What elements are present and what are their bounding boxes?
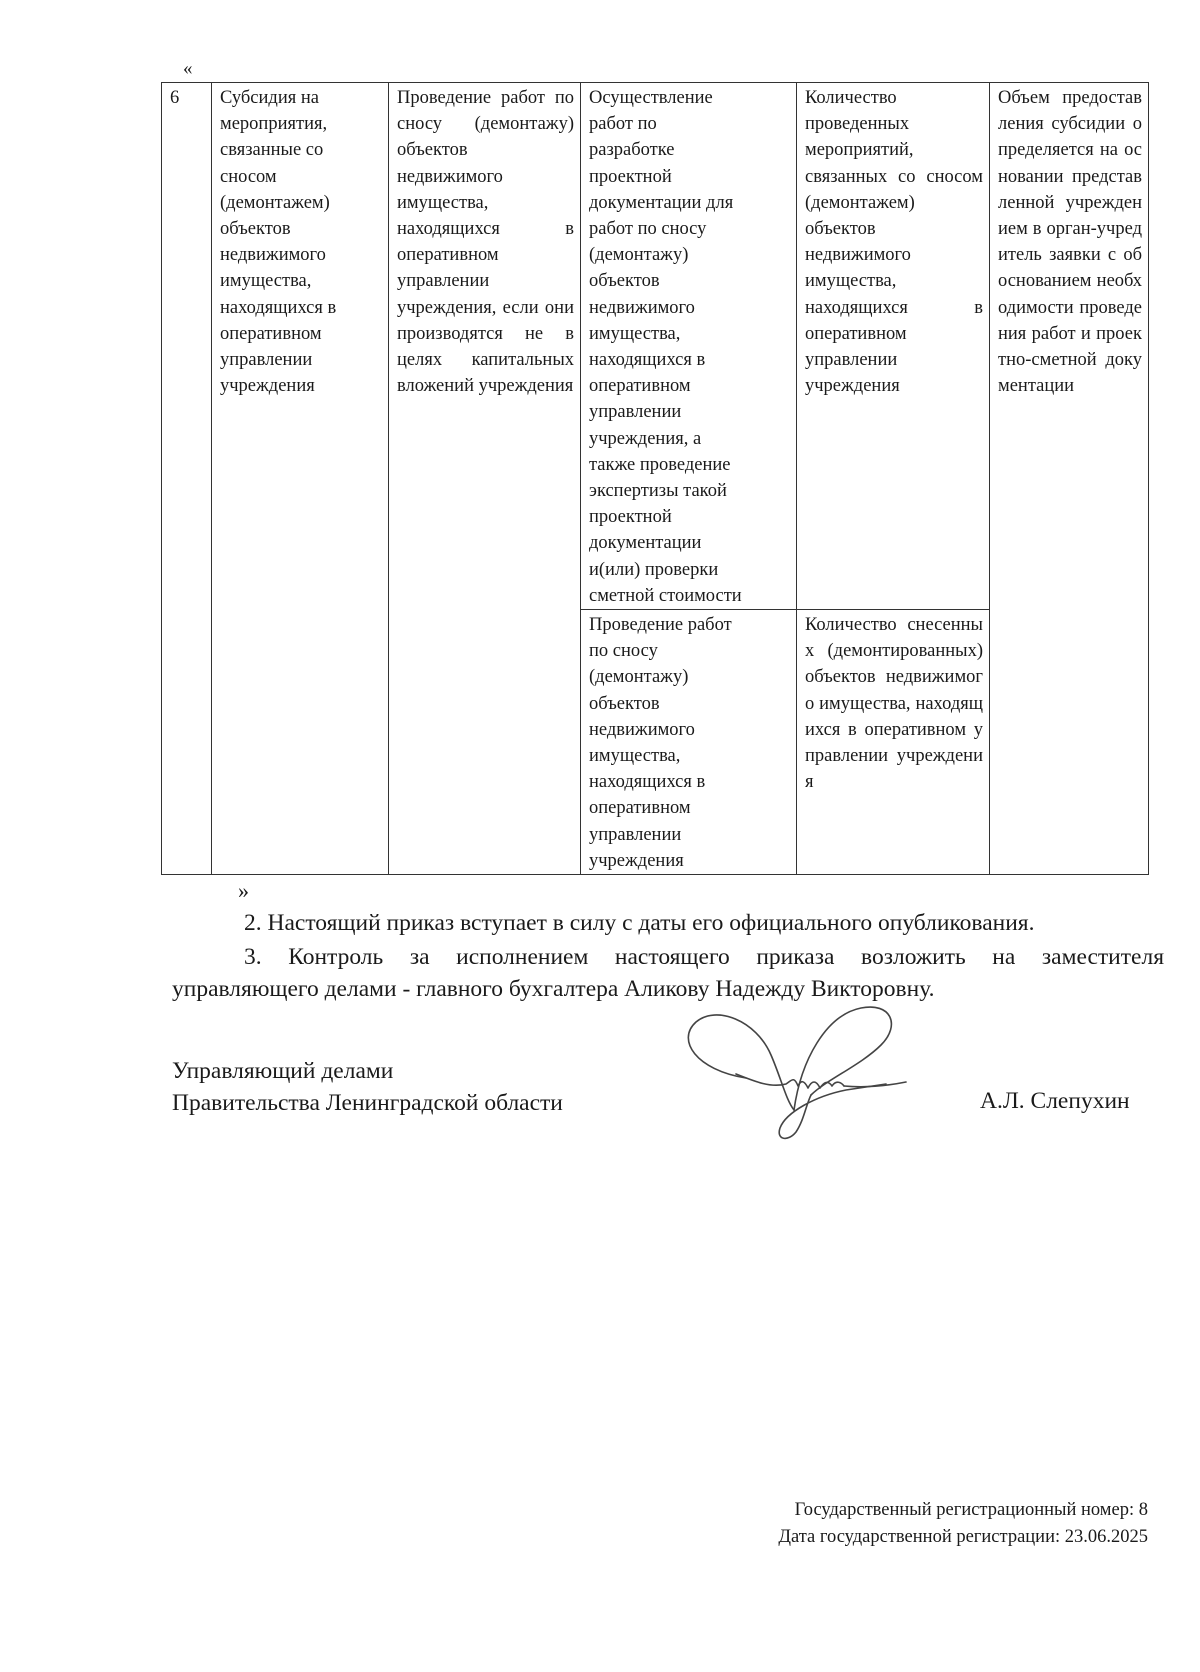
activity-cell-1: Осуществление работ по разработке проектной документации для работ по сносу (демонтажу) объектов недвижимого имущества, находящихся в оперативном управлении учреждения, а также проведение экспертизы такой проектной документации и(или) проверки сметной стоимости	[581, 83, 797, 610]
registration-info	[778, 1497, 1148, 1551]
signatory-position-line-2: Правительства Ленинградской области	[172, 1090, 563, 1116]
subsidy-table	[161, 82, 1149, 875]
activity-cell-2: Проведение работ по сносу (демонтажу) объектов недвижимого имущества, находящихся в оперативном управлении учреждения	[581, 610, 797, 875]
paragraph-3-line-1: 3. Контроль за исполнением настоящего приказа возложить на заместителя	[244, 944, 1164, 970]
registration-date: Дата государственной регистрации: 23.06.2025	[778, 1527, 1148, 1547]
row-number-cell: 6	[162, 83, 212, 875]
signatory-name: А.Л. Слепухин	[980, 1088, 1130, 1114]
purpose-cell: Проведение работ по сносу (демонтажу) объектов недвижимого имущества, находящихся в оперативном управлении учреждения, если они производятся не в целях капитальных вложений учреждения	[389, 83, 581, 875]
volume-cell: Объем предоставления субсидии определяется на основании представленной учреждением в орган-учредитель заявки с обоснованием необходимости проведения работ и проектно-сметной документации	[990, 83, 1149, 875]
paragraph-2: 2. Настоящий приказ вступает в силу с даты его официального опубликования.	[244, 910, 1035, 936]
indicator-cell-2: Количество снесенных (демонтированных) объектов недвижимого имущества, находящихся в оперативном управлении учреждения	[797, 610, 990, 875]
registration-number: Государственный регистрационный номер: 8	[794, 1500, 1148, 1520]
paragraph-3-line-2: управляющего делами - главного бухгалтера Аликову Надежду Викторовну.	[172, 976, 935, 1002]
signatory-position	[172, 1055, 563, 1119]
opening-quote: «	[183, 58, 193, 79]
subsidy-name-cell: Субсидия на мероприятия, связанные со сносом (демонтажем) объектов недвижимого имущества, находящихся в оперативном управлении учреждения	[212, 83, 389, 875]
handwritten-signature	[676, 1000, 936, 1150]
signatory-position-line-1: Управляющий делами	[172, 1058, 394, 1084]
table-row	[162, 83, 1149, 610]
closing-quote: »	[238, 878, 249, 903]
indicator-cell-1: Количество проведенных мероприятий, связанных со сносом (демонтажем) объектов недвижимого имущества, находящихся в оперативном управлении учреждения	[797, 83, 990, 610]
